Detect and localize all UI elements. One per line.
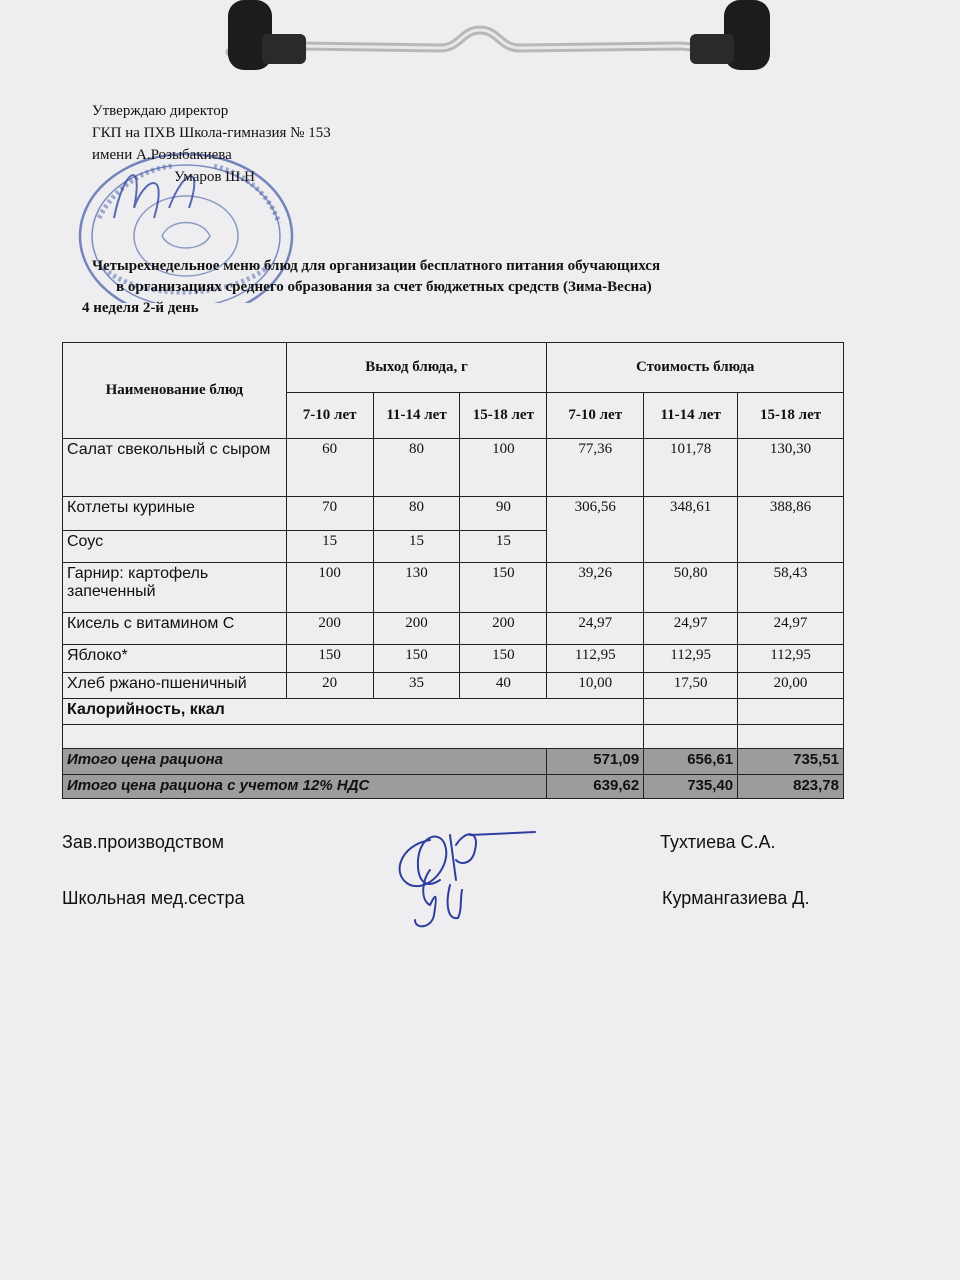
yield-cell: 150 xyxy=(460,563,547,613)
cost-cell: 130,30 xyxy=(738,439,844,497)
cost-cell: 24,97 xyxy=(547,613,644,645)
dish-name: Гарнир: картофель запеченный xyxy=(63,563,287,613)
dish-name: Соус xyxy=(63,531,287,563)
yield-cell: 35 xyxy=(373,673,460,699)
yield-cell: 15 xyxy=(460,531,547,563)
yield-cell: 200 xyxy=(286,613,373,645)
header-yield-age: 15-18 лет xyxy=(460,393,547,439)
total-value: 656,61 xyxy=(644,749,738,775)
header-dish-name: Наименование блюд xyxy=(63,343,287,439)
yield-cell: 150 xyxy=(460,645,547,673)
calorie-label: Калорийность, ккал xyxy=(63,699,644,725)
total-value: 571,09 xyxy=(547,749,644,775)
header-cost: Стоимость блюда xyxy=(547,343,844,393)
table-row xyxy=(63,613,844,645)
yield-cell: 70 xyxy=(286,497,373,531)
yield-cell: 80 xyxy=(373,497,460,531)
yield-cell: 200 xyxy=(460,613,547,645)
total-vat-value: 823,78 xyxy=(738,775,844,799)
blank-row xyxy=(63,725,844,749)
staff-role-nurse: Школьная мед.сестра xyxy=(62,888,245,908)
yield-cell: 40 xyxy=(460,673,547,699)
cost-cell: 20,00 xyxy=(738,673,844,699)
menu-table xyxy=(62,342,844,799)
cost-cell: 112,95 xyxy=(547,645,644,673)
cost-cell: 10,00 xyxy=(547,673,644,699)
cost-cell: 348,61 xyxy=(644,497,738,563)
yield-cell: 80 xyxy=(373,439,460,497)
header-cost-age: 15-18 лет xyxy=(738,393,844,439)
dish-name: Яблоко* xyxy=(63,645,287,673)
total-vat-value: 735,40 xyxy=(644,775,738,799)
blank-cell xyxy=(738,725,844,749)
approval-line-3: имени А.Розыбакиева xyxy=(92,147,232,163)
header-cost-age: 11-14 лет xyxy=(644,393,738,439)
title-day: 4 неделя 2-й день xyxy=(82,300,199,316)
cost-cell: 24,97 xyxy=(738,613,844,645)
yield-cell: 150 xyxy=(373,645,460,673)
yield-cell: 100 xyxy=(286,563,373,613)
table-row xyxy=(63,497,844,531)
cost-cell: 24,97 xyxy=(644,613,738,645)
staff-name-nurse: Курмангазиева Д. xyxy=(662,888,810,908)
cost-cell: 388,86 xyxy=(738,497,844,563)
calorie-cell xyxy=(738,699,844,725)
dish-name: Котлеты куриные xyxy=(63,497,287,531)
staff-role-production: Зав.производством xyxy=(62,832,224,852)
dish-name: Кисель с витамином С xyxy=(63,613,287,645)
yield-cell: 15 xyxy=(373,531,460,563)
blank-cell xyxy=(63,725,644,749)
yield-cell: 90 xyxy=(460,497,547,531)
cost-cell: 39,26 xyxy=(547,563,644,613)
header-yield-age: 7-10 лет xyxy=(286,393,373,439)
cost-cell: 112,95 xyxy=(738,645,844,673)
cost-cell: 50,80 xyxy=(644,563,738,613)
title-line-1: Четырехнедельное меню блюд для организации бесплатного питания обучающихся xyxy=(92,258,661,274)
yield-cell: 20 xyxy=(286,673,373,699)
cost-cell: 306,56 xyxy=(547,497,644,563)
cost-cell: 58,43 xyxy=(738,563,844,613)
total-row xyxy=(63,749,844,775)
approval-line-2: ГКП на ПХВ Школа-гимназия № 153 xyxy=(92,125,331,141)
total-vat-row xyxy=(63,775,844,799)
yield-cell: 60 xyxy=(286,439,373,497)
header-yield: Выход блюда, г xyxy=(286,343,547,393)
calorie-row xyxy=(63,699,844,725)
header-yield-age: 11-14 лет xyxy=(373,393,460,439)
total-label: Итого цена рациона xyxy=(63,749,547,775)
handwritten-signature xyxy=(390,820,540,935)
document-title xyxy=(82,256,812,319)
table-row xyxy=(63,439,844,497)
staff-name-production: Тухтиева С.А. xyxy=(660,832,776,852)
header-cost-age: 7-10 лет xyxy=(547,393,644,439)
dish-name: Салат свекольный с сыром xyxy=(63,439,287,497)
yield-cell: 100 xyxy=(460,439,547,497)
yield-cell: 130 xyxy=(373,563,460,613)
yield-cell: 200 xyxy=(373,613,460,645)
cost-cell: 101,78 xyxy=(644,439,738,497)
approval-signatory: Умаров Ш.Н xyxy=(174,169,255,185)
title-line-2: в организациях среднего образования за счет бюджетных средств (Зима-Весна) xyxy=(116,279,652,295)
yield-cell: 150 xyxy=(286,645,373,673)
total-vat-label: Итого цена рациона с учетом 12% НДС xyxy=(63,775,547,799)
table-row xyxy=(63,563,844,613)
cost-cell: 112,95 xyxy=(644,645,738,673)
dish-name: Хлеб ржано-пшеничный xyxy=(63,673,287,699)
cost-cell: 17,50 xyxy=(644,673,738,699)
total-vat-value: 639,62 xyxy=(547,775,644,799)
table-row xyxy=(63,645,844,673)
calorie-cell xyxy=(644,699,738,725)
blank-cell xyxy=(644,725,738,749)
clipboard-clip xyxy=(0,0,960,100)
table-row xyxy=(63,673,844,699)
total-value: 735,51 xyxy=(738,749,844,775)
yield-cell: 15 xyxy=(286,531,373,563)
cost-cell: 77,36 xyxy=(547,439,644,497)
approval-line-1: Утверждаю директор xyxy=(92,103,229,119)
approval-block xyxy=(92,100,331,188)
